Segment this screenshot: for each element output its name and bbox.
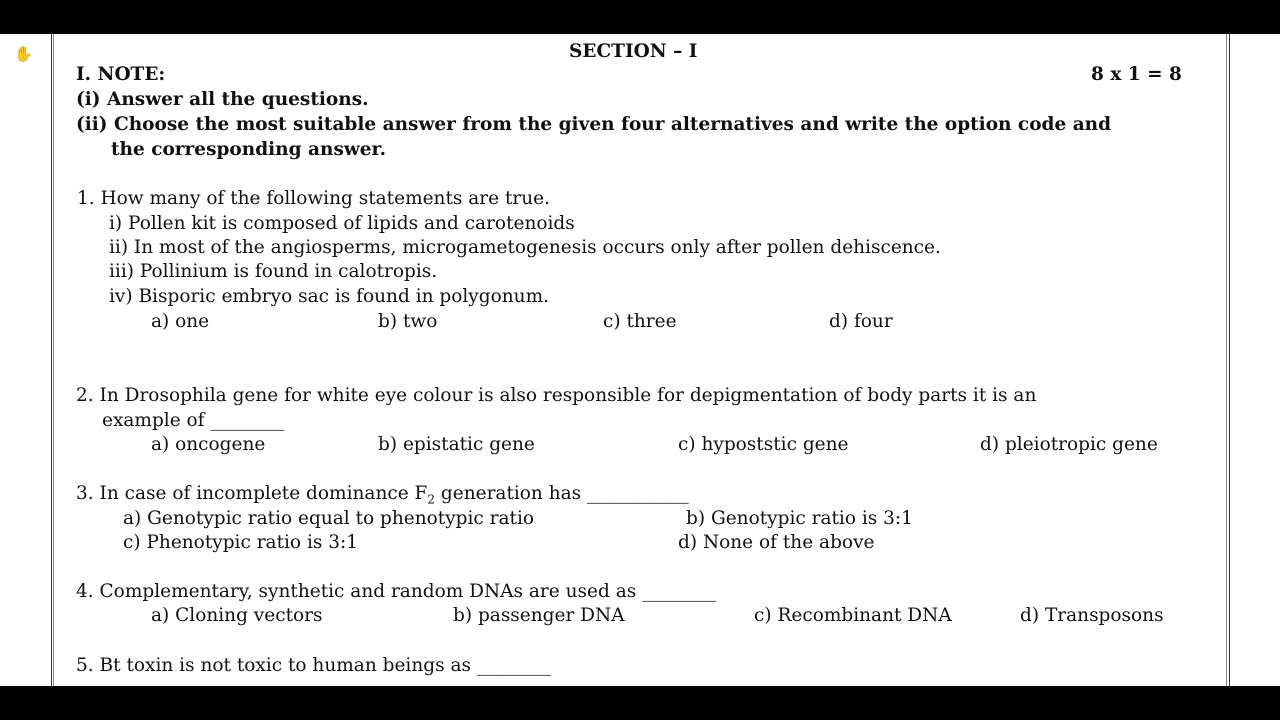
q4-option-a: a) Cloning vectors (151, 605, 323, 626)
page-border-right-inner (1226, 34, 1227, 686)
q2-stem: 2. In Drosophila gene for white eye colour is also responsible for depigmentation of body parts it is an (76, 385, 1037, 406)
q1-statement-3: iii) Pollinium is found in calotropis. (109, 261, 438, 282)
page-border-left-inner (53, 34, 54, 686)
q1-statement-4: iv) Bisporic embryo sac is found in polygonum. (109, 286, 549, 307)
q1-statement-1: i) Pollen kit is composed of lipids and carotenoids (109, 213, 575, 234)
section-title: SECTION – I (569, 41, 698, 62)
q1-option-d: d) four (829, 311, 893, 332)
note-heading: I. NOTE: (76, 64, 166, 85)
q2-option-c: c) hypoststic gene (678, 434, 849, 455)
marks-allocation: 8 x 1 = 8 (1091, 64, 1182, 85)
q2-option-a: a) oncogene (151, 434, 266, 455)
note-line-2: (ii) Choose the most suitable answer from the given four alternatives and write the option code and (76, 114, 1112, 135)
q1-statement-2: ii) In most of the angiosperms, microgametogenesis occurs only after pollen dehiscence. (109, 237, 941, 258)
q3-option-d: d) None of the above (678, 532, 875, 553)
q2-option-b: b) epistatic gene (378, 434, 535, 455)
q5-stem: 5. Bt toxin is not toxic to human beings as ________ (76, 655, 551, 676)
q3-stem-post: generation has ___________ (435, 483, 689, 504)
q1-option-a: a) one (151, 311, 210, 332)
q4-option-d: d) Transposons (1020, 605, 1164, 626)
q4-option-b: b) passenger DNA (453, 605, 625, 626)
q3-stem-pre: 3. In case of incomplete dominance F (76, 483, 428, 504)
note-line-2-cont: the corresponding answer. (111, 139, 387, 160)
letterbox-bottom (0, 686, 1280, 720)
q1-option-b: b) two (378, 311, 438, 332)
q1-stem: 1. How many of the following statements are true. (77, 188, 551, 209)
hand-cursor-icon: ✋ (14, 45, 33, 63)
q1-option-c: c) three (603, 311, 677, 332)
q3-option-a: a) Genotypic ratio equal to phenotypic ratio (123, 508, 535, 529)
q4-stem: 4. Complementary, synthetic and random DNAs are used as ________ (76, 581, 717, 602)
q4-option-c: c) Recombinant DNA (754, 605, 952, 626)
page-border-right (1229, 34, 1230, 686)
q2-option-d: d) pleiotropic gene (980, 434, 1158, 455)
page-border-left (51, 34, 52, 686)
q3-stem-sub: 2 (427, 492, 436, 507)
q3-option-c: c) Phenotypic ratio is 3:1 (123, 532, 359, 553)
letterbox-top (0, 0, 1280, 34)
q2-stem-cont: example of ________ (102, 410, 285, 431)
note-line-1: (i) Answer all the questions. (76, 89, 369, 110)
q3-option-b: b) Genotypic ratio is 3:1 (686, 508, 913, 529)
